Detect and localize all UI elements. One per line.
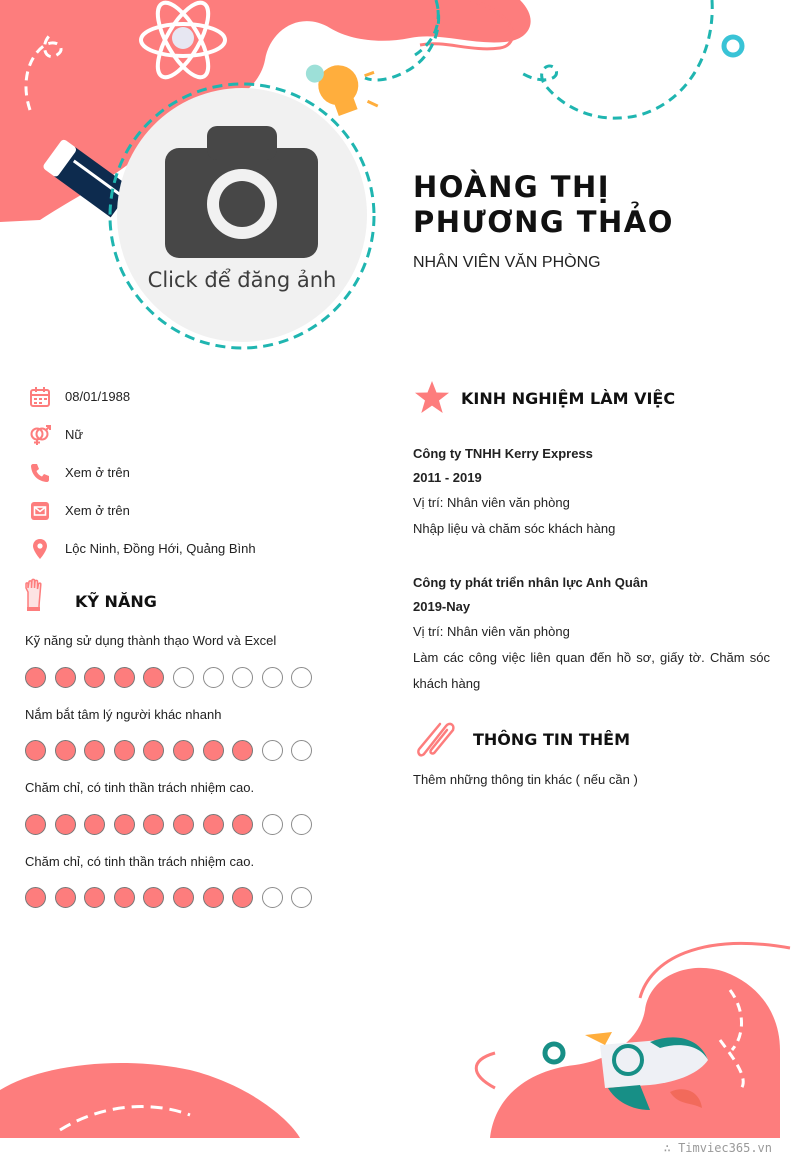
rating-dot-filled [173,740,194,761]
skills-title: KỸ NĂNG [75,592,157,611]
rating-dot-empty [291,814,312,835]
company-name: Công ty phát triển nhân lực Anh Quân [413,575,648,590]
rating-dot-filled [114,740,135,761]
star-icon [414,380,450,414]
upload-photo-label: Click để đăng ảnh [147,268,337,292]
extra-info-title: THÔNG TIN THÊM [473,730,630,749]
skill-rating [25,887,325,909]
skill-rating [25,740,325,762]
contact-email [29,500,359,522]
rating-dot-filled [25,740,46,761]
rating-dot-filled [203,740,224,761]
bottom-decoration [0,920,800,1163]
experience-item [413,442,770,542]
rating-dot-filled [173,887,194,908]
skill-name: Nắm bắt tâm lý người khác nhanh [25,707,222,722]
calendar-icon [29,386,51,408]
rating-dot-filled [55,887,76,908]
rating-dot-empty [173,667,194,688]
birthday-value: 08/01/1988 [65,389,131,404]
rating-dot-filled [84,814,105,835]
work-period: 2011 - 2019 [413,470,482,485]
rating-dot-empty [262,740,283,761]
gender-value: Nữ [65,427,84,442]
location-icon [29,538,51,560]
extra-info-text: Thêm những thông tin khác ( nếu cần ) [413,772,638,787]
job-title: NHÂN VIÊN VĂN PHÒNG [413,254,601,271]
contact-phone [29,462,359,484]
rating-dot-empty [291,740,312,761]
rating-dot-filled [143,740,164,761]
rating-dot-filled [143,887,164,908]
rating-dot-filled [55,814,76,835]
phone-icon [29,462,51,484]
job-description: Làm các công việc liên quan đến hồ sơ, giấy tờ. Chăm sóc khách hàng [413,650,770,691]
experience-item [413,571,770,697]
rating-dot-filled [55,667,76,688]
address-value: Lộc Ninh, Đồng Hới, Quảng Bình [65,541,256,556]
position: Vị trí: Nhân viên văn phòng [413,495,570,510]
job-description: Nhập liệu và chăm sóc khách hàng [413,521,616,536]
skill-name: Kỹ năng sử dụng thành thạo Word và Excel [25,633,277,648]
contact-gender [29,424,359,446]
rating-dot-filled [114,887,135,908]
rating-dot-filled [143,814,164,835]
email-icon [29,500,51,522]
rating-dot-filled [232,887,253,908]
skill-rating [25,814,325,836]
rating-dot-filled [232,814,253,835]
phone-value: Xem ở trên [65,465,130,480]
work-period: 2019-Nay [413,599,471,614]
candidate-name: HOÀNG THỊ PHƯƠNG THẢO [413,170,674,239]
rating-dot-filled [84,740,105,761]
skill-name: Chăm chỉ, có tinh thần trách nhiệm cao. [25,854,255,869]
rating-dot-filled [143,667,164,688]
rating-dot-filled [55,740,76,761]
email-value: Xem ở trên [65,503,130,518]
watermark: ∴ Timviec365.vn [663,1141,772,1155]
paperclip-icon [416,718,460,760]
position: Vị trí: Nhân viên văn phòng [413,624,570,639]
rating-dot-filled [25,887,46,908]
rating-dot-filled [203,887,224,908]
rating-dot-empty [291,667,312,688]
rating-dot-filled [25,814,46,835]
rating-dot-filled [25,667,46,688]
profile-photo-upload[interactable] [117,88,367,342]
rating-dot-filled [173,814,194,835]
gender-icon [29,424,51,446]
rating-dot-filled [84,887,105,908]
skill-rating [25,667,325,689]
rating-dot-empty [232,667,253,688]
company-name: Công ty TNHH Kerry Express [413,446,593,461]
rating-dot-empty [262,814,283,835]
rating-dot-empty [291,887,312,908]
camera-icon [165,126,318,258]
rating-dot-empty [203,667,224,688]
rating-dot-filled [114,667,135,688]
skill-name: Chăm chỉ, có tinh thần trách nhiệm cao. [25,780,255,795]
rating-dot-filled [232,740,253,761]
rating-dot-empty [262,887,283,908]
contact-birthday [29,386,359,408]
hand-icon [22,578,48,612]
contact-address [29,538,359,560]
rating-dot-filled [84,667,105,688]
experience-title: KINH NGHIỆM LÀM VIỆC [461,389,676,408]
rating-dot-empty [262,667,283,688]
rating-dot-filled [203,814,224,835]
rating-dot-filled [114,814,135,835]
